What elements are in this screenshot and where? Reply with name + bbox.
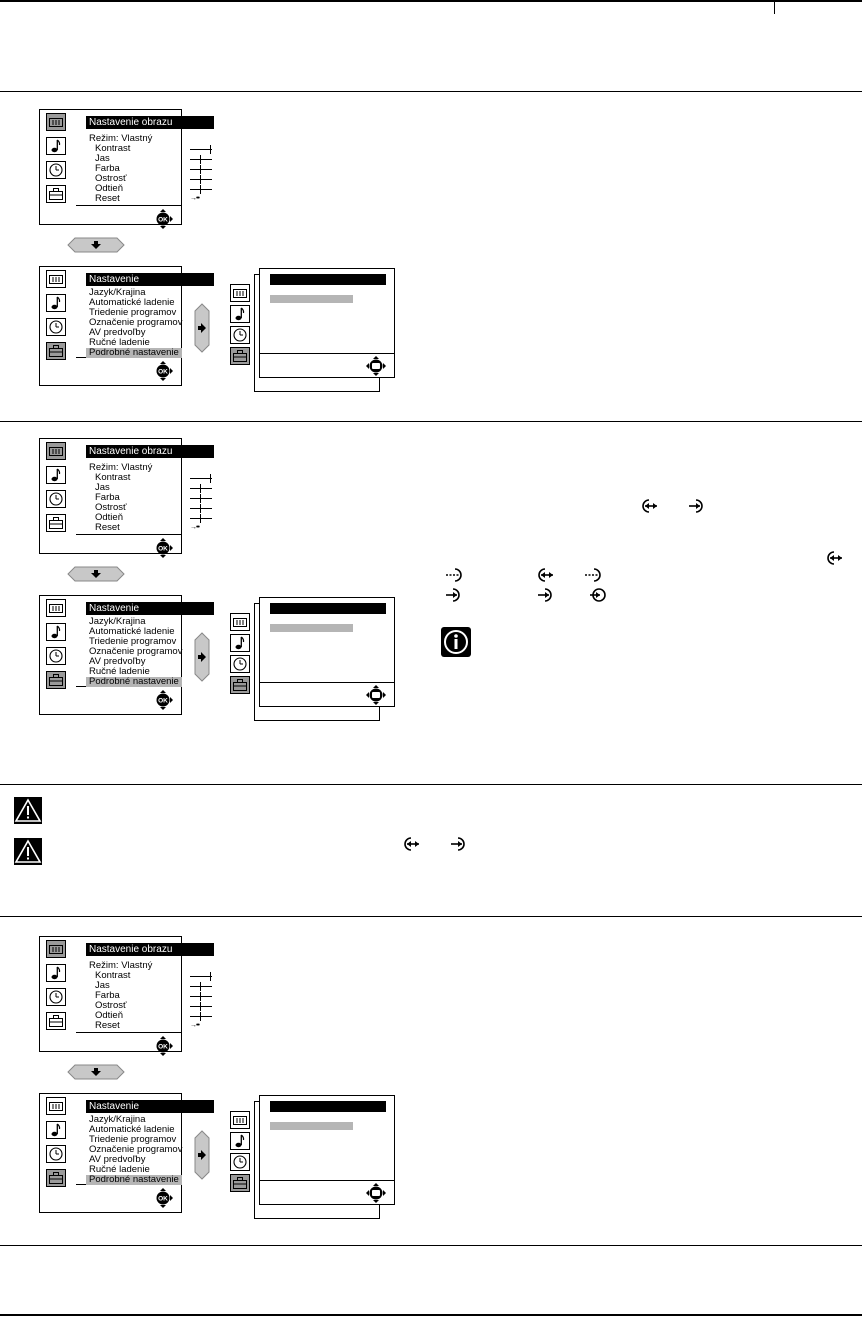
screen-divider (76, 205, 181, 206)
navigation-button-icon[interactable] (366, 1183, 386, 1203)
picture-mode: Režim: Vlastný (89, 462, 153, 473)
picture-menu-icon[interactable] (46, 1097, 66, 1115)
timer-menu-icon[interactable] (230, 1153, 250, 1171)
av-input-icon (688, 498, 706, 514)
submenu-highlight-bar[interactable] (270, 1122, 353, 1130)
timer-menu-icon[interactable] (46, 490, 66, 508)
warning-icon (14, 838, 42, 865)
ok-button-icon[interactable] (153, 1036, 173, 1056)
picture-menu-item[interactable]: Ostrosť (95, 502, 127, 513)
ok-button-icon[interactable] (153, 1188, 173, 1208)
menu-title: Nastavenie obrazu (86, 116, 214, 129)
av-output-icon (584, 567, 604, 583)
picture-menu-item[interactable]: Jas (95, 980, 110, 991)
screen-divider (260, 353, 394, 354)
svg-text:OK: OK (158, 1195, 168, 1203)
picture-menu-item[interactable]: Ostrosť (95, 1000, 127, 1011)
submenu-title-bar (270, 1101, 386, 1112)
ok-button-icon[interactable] (153, 209, 173, 229)
setup-menu-item[interactable]: Triedenie programov (89, 1134, 177, 1145)
picture-menu-item[interactable]: Odtieň (95, 1010, 123, 1021)
setup-menu-item[interactable]: Podrobné nastavenie (86, 677, 182, 687)
setup-menu-item[interactable]: AV predvoľby (89, 656, 146, 667)
picture-menu-item[interactable]: Kontrast (95, 143, 131, 154)
svg-text:OK: OK (158, 545, 168, 553)
setup-menu-item[interactable]: Podrobné nastavenie (86, 1175, 182, 1185)
setup-menu-item[interactable]: Automatické ladenie (89, 626, 175, 637)
menu-diagram-3 (0, 935, 862, 1265)
section-rule-4 (0, 916, 862, 917)
setup-menu-item[interactable]: Triedenie programov (89, 307, 177, 318)
picture-menu-screen (39, 109, 199, 225)
setup-menu-icon[interactable] (230, 347, 250, 365)
level-slider[interactable] (190, 976, 212, 977)
right-arrow-icon (193, 632, 211, 682)
sound-menu-icon[interactable] (230, 634, 250, 652)
svg-text:OK: OK (158, 368, 168, 376)
submenu-screen (259, 268, 395, 378)
down-arrow-icon (67, 236, 125, 254)
picture-menu-item[interactable]: Farba (95, 492, 120, 503)
setup-menu-screen (39, 595, 182, 715)
svg-text:OK: OK (158, 697, 168, 705)
level-slider[interactable] (190, 1016, 212, 1017)
picture-menu-icon[interactable] (46, 113, 66, 131)
setup-menu-item[interactable]: Označenie programov (89, 317, 183, 328)
level-slider[interactable] (190, 996, 212, 997)
level-slider[interactable] (190, 498, 212, 499)
sound-menu-icon[interactable] (46, 294, 66, 312)
picture-menu-item[interactable]: Odtieň (95, 512, 123, 523)
picture-menu-item[interactable]: Ostrosť (95, 173, 127, 184)
level-slider[interactable] (190, 189, 212, 190)
timer-menu-icon[interactable] (46, 318, 66, 336)
sound-menu-icon[interactable] (230, 1132, 250, 1150)
picture-menu-icon[interactable] (46, 940, 66, 958)
av-input-icon (445, 587, 463, 603)
sound-menu-icon[interactable] (46, 623, 66, 641)
reset-indicator: →•• (190, 524, 199, 531)
down-arrow-icon (67, 565, 125, 583)
level-slider[interactable] (190, 1006, 212, 1007)
picture-menu-icon[interactable] (230, 284, 250, 302)
setup-menu-screen (39, 1093, 182, 1213)
picture-menu-screen (39, 438, 199, 554)
navigation-button-icon[interactable] (366, 356, 386, 376)
reset-indicator: →•• (190, 1022, 199, 1029)
av-output-icon (588, 587, 608, 603)
reset-indicator: →•• (190, 195, 199, 202)
menu-title: Nastavenie (86, 273, 214, 286)
setup-menu-item[interactable]: Označenie programov (89, 646, 183, 657)
submenu-title-bar (270, 274, 386, 285)
section-rule-3 (0, 784, 862, 785)
av-input-icon (450, 836, 468, 852)
submenu-screen (259, 1095, 395, 1205)
level-slider[interactable] (190, 149, 212, 150)
svg-text:OK: OK (158, 1043, 168, 1051)
screen-divider (260, 1180, 394, 1181)
screen-divider (76, 1032, 181, 1033)
submenu-highlight-bar[interactable] (270, 624, 353, 632)
picture-menu-item[interactable]: Farba (95, 163, 120, 174)
picture-menu-item[interactable]: Odtieň (95, 183, 123, 194)
submenu-highlight-bar[interactable] (270, 295, 353, 303)
picture-menu-icon[interactable] (46, 442, 66, 460)
setup-menu-item[interactable]: Ručné ladenie (89, 666, 150, 677)
picture-mode: Režim: Vlastný (89, 960, 153, 971)
setup-menu-item[interactable]: AV predvoľby (89, 1154, 146, 1165)
av-output-icon (445, 567, 465, 583)
right-arrow-icon (193, 303, 211, 353)
level-slider[interactable] (190, 169, 212, 170)
timer-menu-icon[interactable] (46, 647, 66, 665)
timer-menu-icon[interactable] (46, 1145, 66, 1163)
picture-menu-icon[interactable] (230, 1111, 250, 1129)
level-slider[interactable] (190, 508, 212, 509)
picture-menu-item[interactable]: Jas (95, 482, 110, 493)
setup-menu-icon[interactable] (46, 1169, 66, 1187)
picture-menu-item[interactable]: Kontrast (95, 472, 131, 483)
timer-menu-icon[interactable] (46, 161, 66, 179)
setup-menu-icon[interactable] (230, 676, 250, 694)
warning-icon (14, 797, 42, 824)
menu-title: Nastavenie obrazu (86, 943, 214, 956)
setup-menu-item[interactable]: Jazyk/Krajina (89, 616, 146, 627)
timer-menu-icon[interactable] (46, 988, 66, 1006)
setup-menu-screen (39, 266, 182, 386)
picture-menu-item[interactable]: Reset (95, 193, 120, 204)
setup-menu-icon[interactable] (46, 1012, 66, 1030)
screen-divider (260, 682, 394, 683)
picture-menu-item[interactable]: Farba (95, 990, 120, 1001)
picture-menu-item[interactable]: Kontrast (95, 970, 131, 981)
picture-menu-icon[interactable] (46, 599, 66, 617)
menu-diagram-2 (0, 437, 862, 767)
sound-menu-icon[interactable] (46, 466, 66, 484)
bottom-rule (0, 1314, 862, 1316)
section-rule-1 (0, 91, 862, 92)
setup-menu-item[interactable]: AV predvoľby (89, 327, 146, 338)
setup-menu-item[interactable]: Jazyk/Krajina (89, 287, 146, 298)
navigation-button-icon[interactable] (366, 685, 386, 705)
setup-menu-icon[interactable] (230, 1174, 250, 1192)
menu-diagram-1 (0, 108, 862, 438)
down-arrow-icon (67, 1063, 125, 1081)
level-slider[interactable] (190, 478, 212, 479)
setup-menu-icon[interactable] (46, 342, 66, 360)
picture-menu-icon[interactable] (46, 270, 66, 288)
menu-title: Nastavenie (86, 1100, 214, 1113)
setup-menu-icon[interactable] (46, 514, 66, 532)
svg-text:OK: OK (158, 216, 168, 224)
ok-button-icon[interactable] (153, 538, 173, 558)
submenu-screen (259, 597, 395, 707)
setup-menu-item[interactable]: Označenie programov (89, 1144, 183, 1155)
picture-menu-item[interactable]: Reset (95, 522, 120, 533)
setup-menu-item[interactable]: Ručné ladenie (89, 1164, 150, 1175)
av-input-icon (537, 587, 555, 603)
setup-menu-item[interactable]: Triedenie programov (89, 636, 177, 647)
picture-menu-screen (39, 936, 199, 1052)
picture-mode: Režim: Vlastný (89, 133, 153, 144)
setup-menu-item[interactable]: Automatické ladenie (89, 297, 175, 308)
setup-menu-item[interactable]: Podrobné nastavenie (86, 348, 182, 358)
ok-button-icon[interactable] (153, 361, 173, 381)
sound-menu-icon[interactable] (230, 305, 250, 323)
info-icon (441, 627, 471, 657)
submenu-title-bar (270, 603, 386, 614)
setup-menu-item[interactable]: Automatické ladenie (89, 1124, 175, 1135)
level-slider[interactable] (190, 179, 212, 180)
setup-menu-item[interactable]: Ručné ladenie (89, 337, 150, 348)
picture-menu-item[interactable]: Reset (95, 1020, 120, 1031)
av-in-out-icon (641, 498, 659, 514)
level-slider[interactable] (190, 159, 212, 160)
av-in-out-icon (537, 567, 555, 583)
timer-menu-icon[interactable] (230, 655, 250, 673)
menu-title: Nastavenie (86, 602, 214, 615)
menu-title: Nastavenie obrazu (86, 445, 214, 458)
level-slider[interactable] (190, 488, 212, 489)
margin-tick (774, 0, 775, 14)
setup-menu-icon[interactable] (46, 185, 66, 203)
setup-menu-item[interactable]: Jazyk/Krajina (89, 1114, 146, 1125)
picture-menu-item[interactable]: Jas (95, 153, 110, 164)
sound-menu-icon[interactable] (46, 137, 66, 155)
right-arrow-icon (193, 1130, 211, 1180)
ok-button-icon[interactable] (153, 690, 173, 710)
sound-menu-icon[interactable] (46, 1121, 66, 1139)
top-rule (0, 0, 862, 2)
level-slider[interactable] (190, 986, 212, 987)
av-in-out-icon (826, 550, 844, 566)
screen-divider (76, 534, 181, 535)
timer-menu-icon[interactable] (230, 326, 250, 344)
av-in-out-icon (403, 836, 421, 852)
picture-menu-icon[interactable] (230, 613, 250, 631)
sound-menu-icon[interactable] (46, 964, 66, 982)
level-slider[interactable] (190, 518, 212, 519)
setup-menu-icon[interactable] (46, 671, 66, 689)
